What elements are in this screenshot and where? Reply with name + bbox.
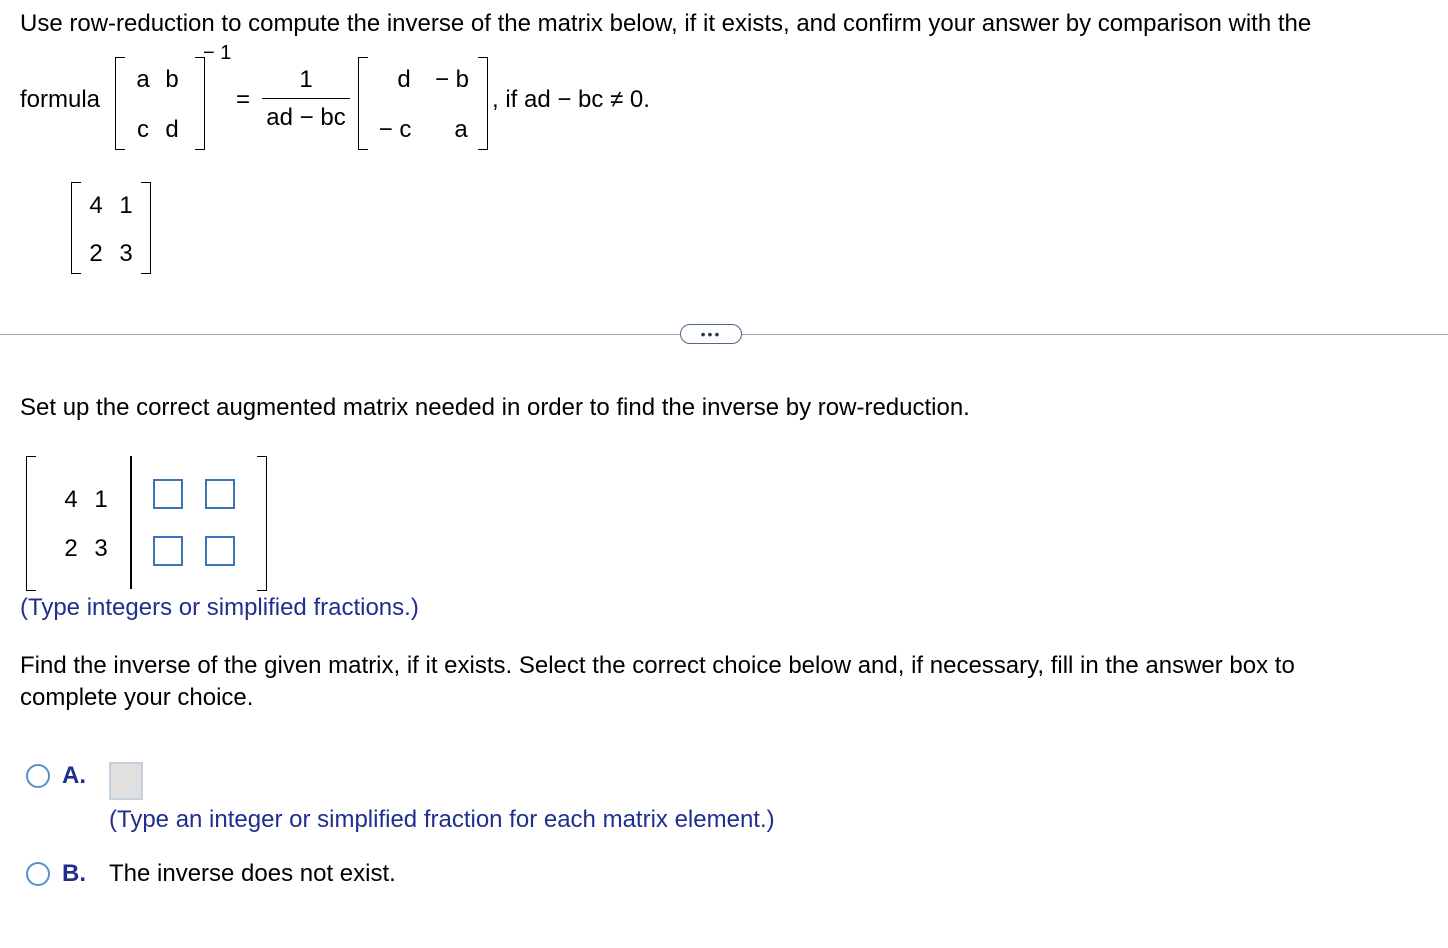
formula-condition: , if ad − bc ≠ 0. [492, 86, 650, 113]
left-bracket [71, 182, 81, 274]
matrix-cell: 3 [94, 535, 108, 562]
answer-input-r2c2[interactable] [205, 536, 235, 566]
formula-cell-neg-c: − c [378, 116, 412, 143]
choice-b-radio[interactable] [26, 862, 50, 886]
matrix-cell: 1 [94, 486, 108, 513]
fraction-hint: (Type integers or simplified fractions.) [20, 594, 419, 621]
matrix-cell: 2 [89, 240, 103, 267]
choice-a-radio[interactable] [26, 764, 50, 788]
matrix-cell: 1 [119, 192, 133, 219]
right-bracket [195, 57, 205, 150]
answer-input-r1c2[interactable] [205, 479, 235, 509]
choice-b-letter: B. [62, 860, 86, 887]
equals-sign: = [236, 86, 251, 113]
augmented-prompt: Set up the correct augmented matrix needed in order to find the inverse by row-reduction. [20, 394, 970, 421]
choice-a-hint: (Type an integer or simplified fraction for each matrix element.) [109, 806, 775, 833]
inverse-answer-input[interactable] [109, 762, 143, 800]
right-bracket [478, 57, 488, 150]
formula-cell-d: d [397, 66, 411, 93]
formula-label: formula [20, 86, 101, 113]
right-bracket [257, 456, 267, 591]
formula-cell-c: c [137, 116, 149, 143]
matrix-cell: 4 [64, 486, 78, 513]
matrix-cell: 4 [89, 192, 103, 219]
choice-a-letter: A. [62, 762, 86, 789]
inverse-exponent: − 1 [203, 42, 232, 64]
choice-b-text: The inverse does not exist. [109, 860, 396, 887]
left-bracket [115, 57, 125, 150]
answer-input-r1c1[interactable] [153, 479, 183, 509]
right-bracket [141, 182, 151, 274]
answer-input-r2c1[interactable] [153, 536, 183, 566]
formula-cell-d: d [165, 116, 179, 143]
fraction-numerator: 1 [299, 66, 313, 93]
formula-cell-neg-b: − b [434, 66, 470, 93]
fraction-denominator: ad − bc [266, 104, 346, 131]
inverse-prompt-line2: complete your choice. [20, 684, 254, 711]
formula-cell-a: a [136, 66, 150, 93]
matrix-cell: 2 [64, 535, 78, 562]
inverse-prompt-line1: Find the inverse of the given matrix, if it exists. Select the correct choice below and, if necessary, fill in the answer box to [20, 652, 1295, 679]
more-options-button[interactable]: ••• [680, 324, 742, 344]
left-bracket [26, 456, 36, 591]
matrix-cell: 3 [119, 240, 133, 267]
left-bracket [358, 57, 368, 150]
question-text: Use row-reduction to compute the inverse of the matrix below, if it exists, and confirm your answer by comparison with the [20, 10, 1312, 37]
formula-cell-a: a [454, 116, 468, 143]
augment-separator [130, 456, 132, 589]
formula-cell-b: b [165, 66, 179, 93]
fraction-bar [262, 98, 350, 99]
